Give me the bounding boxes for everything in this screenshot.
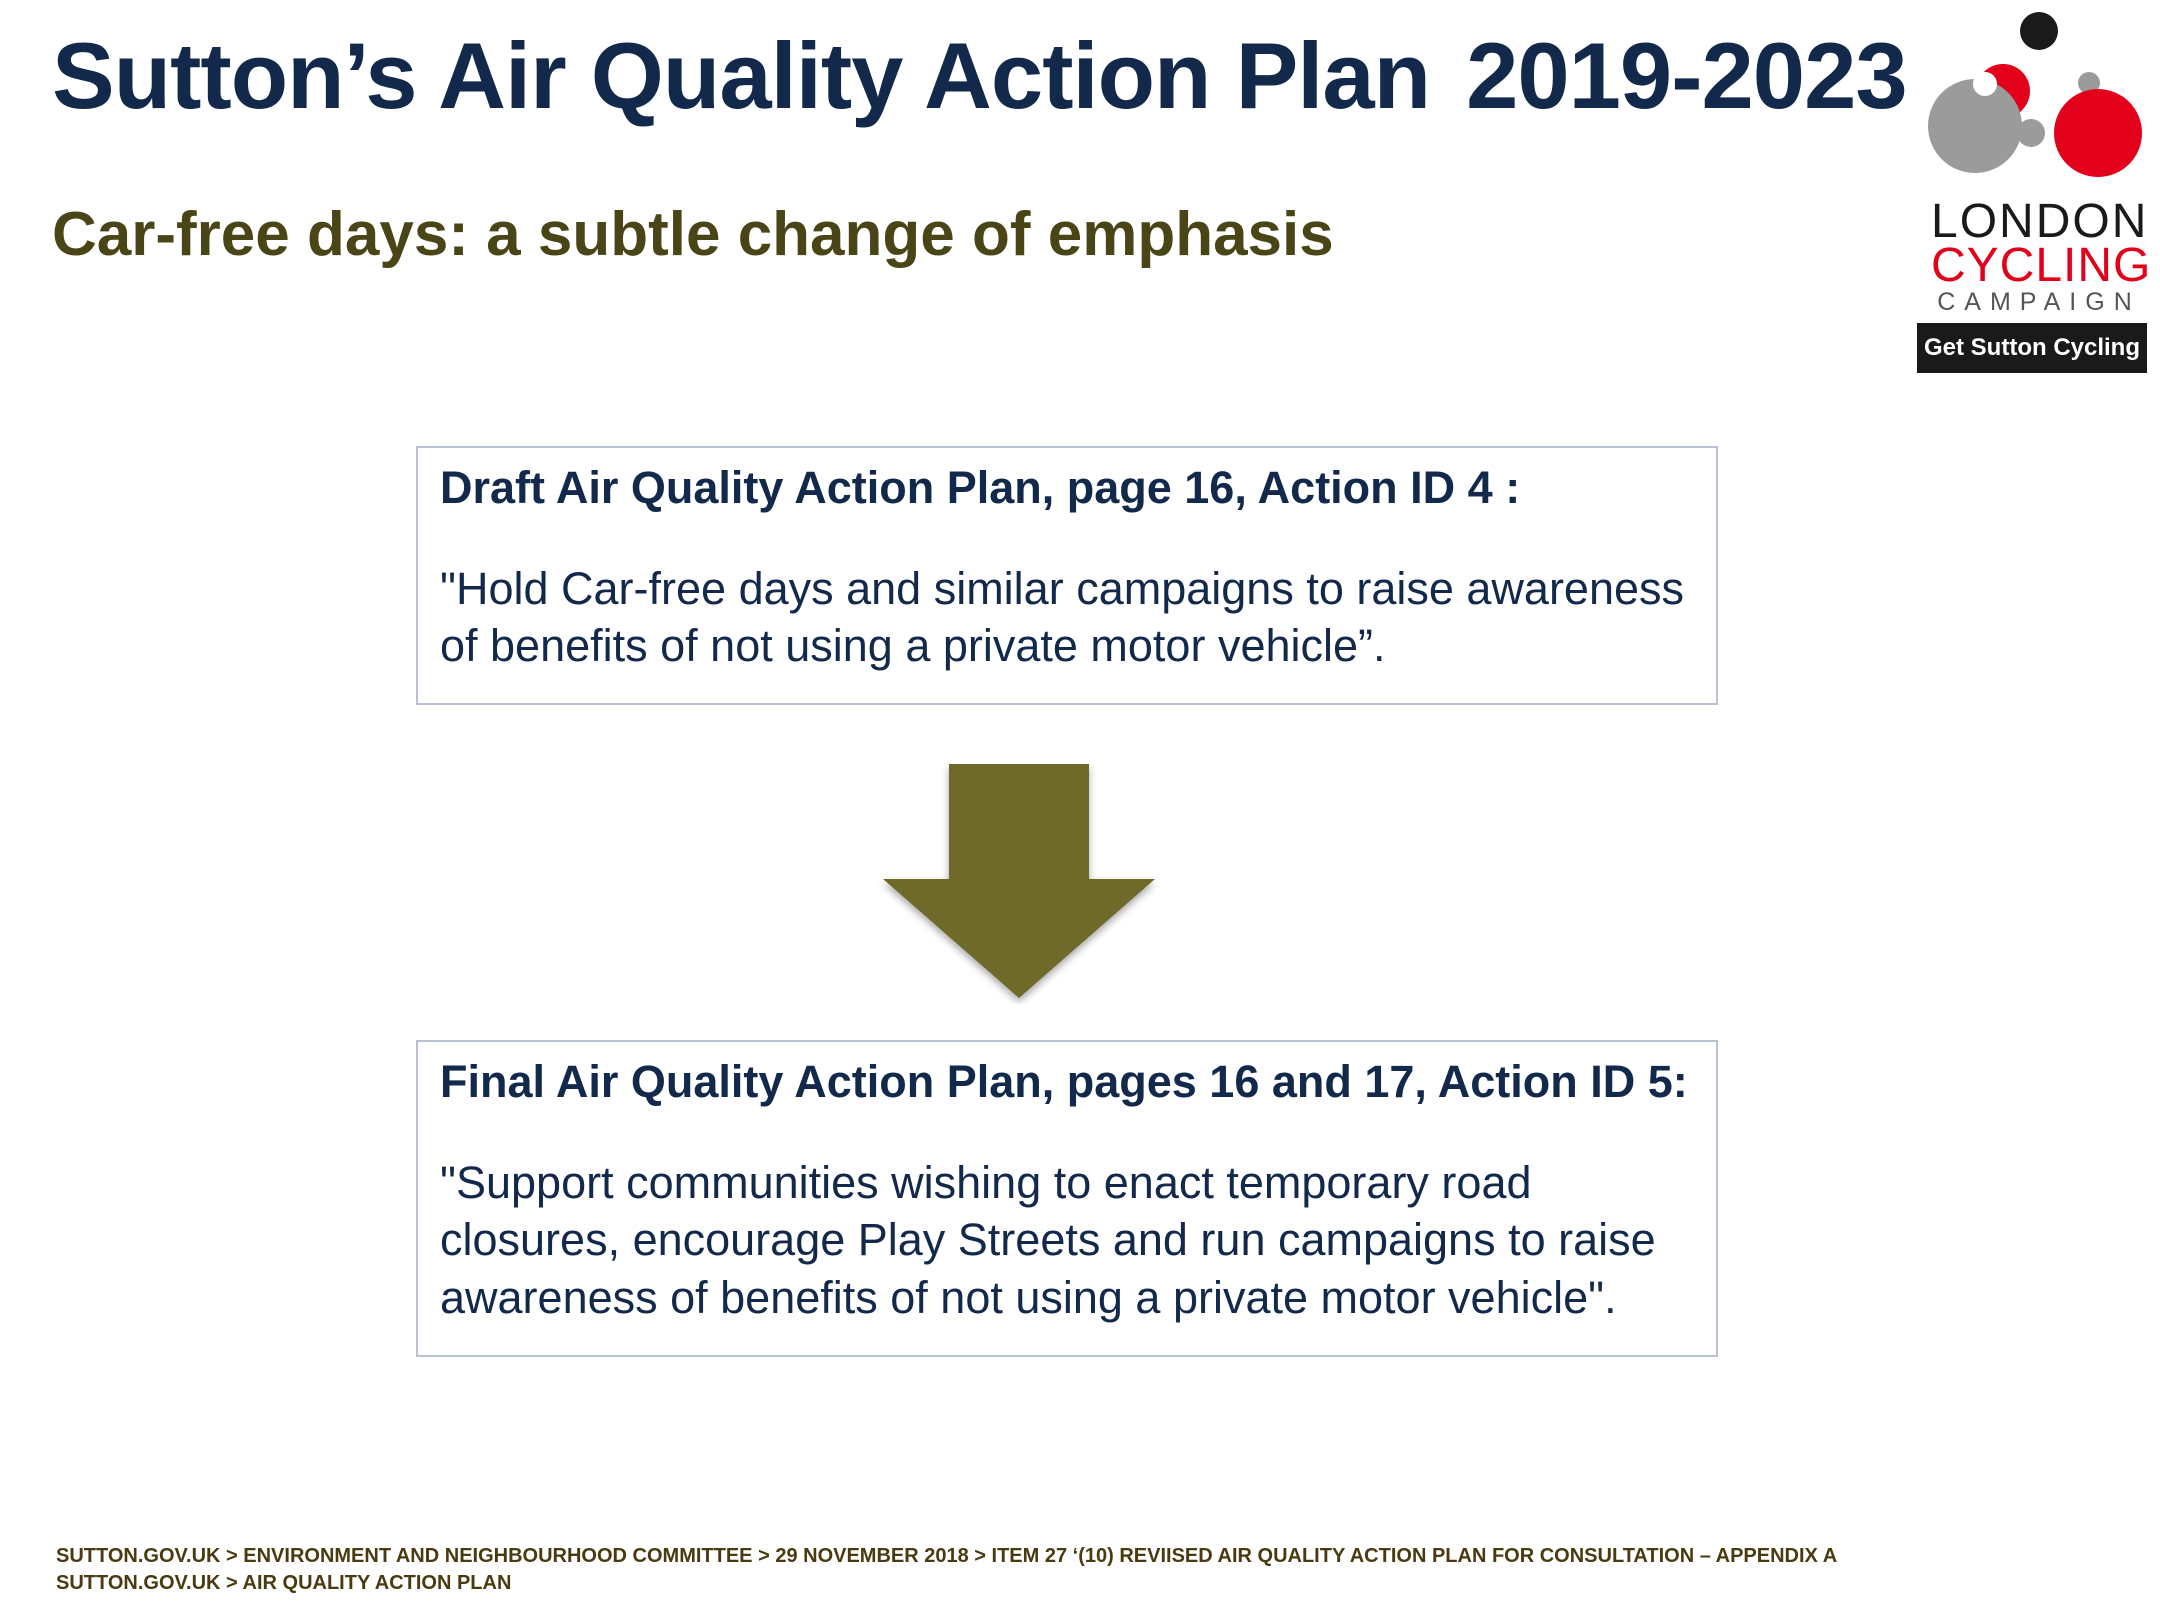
slide-title	[52, 20, 1907, 133]
logo-banner: Get Sutton Cycling	[1917, 323, 2147, 373]
down-arrow-icon	[874, 764, 1164, 1004]
footer-source-line-2: SUTTON.GOV.UK > AIR QUALITY ACTION PLAN	[56, 1572, 512, 1594]
slide-subtitle: Car-free days: a subtle change of emphasis	[52, 200, 1334, 269]
draft-plan-heading: Draft Air Quality Action Plan, page 16, Action ID 4 :	[440, 462, 1521, 513]
source-footer	[56, 1543, 1837, 1597]
logo-text-campaign: CAMPAIGN	[1937, 288, 2141, 316]
draft-plan-quote: "Hold Car-free days and similar campaigns to raise awareness of benefits of not using a private motor vehicle”.	[440, 563, 1685, 672]
slide-title-main: Sutton’s Air Quality Action Plan	[52, 23, 1431, 128]
footer-source-line-1: SUTTON.GOV.UK > ENVIRONMENT AND NEIGHBOURHOOD COMMITTEE > 29 NOVEMBER 2018 > ITEM 27 ‘(10) REVIISED AIR QUALITY ACTION PLAN FOR CONSULTATION – APPENDIX A	[56, 1545, 1838, 1567]
london-cycling-campaign-logo	[1917, 8, 2152, 373]
final-plan-heading: Final Air Quality Action Plan, pages 16 and 17, Action ID 5:	[440, 1056, 1688, 1107]
draft-plan-box	[416, 446, 1718, 705]
circles-logo-icon	[1917, 8, 2147, 198]
final-plan-box	[416, 1040, 1718, 1357]
logo-text-london: LONDON	[1931, 195, 2149, 248]
final-plan-quote: "Support communities wishing to enact temporary road closures, encourage Play Streets and run campaigns to raise awareness of benefits of not using a private motor vehicle".	[440, 1157, 1656, 1323]
logo-text-cycling: CYCLING	[1931, 239, 2152, 292]
slide-title-years: 2019-2023	[1466, 23, 1907, 128]
